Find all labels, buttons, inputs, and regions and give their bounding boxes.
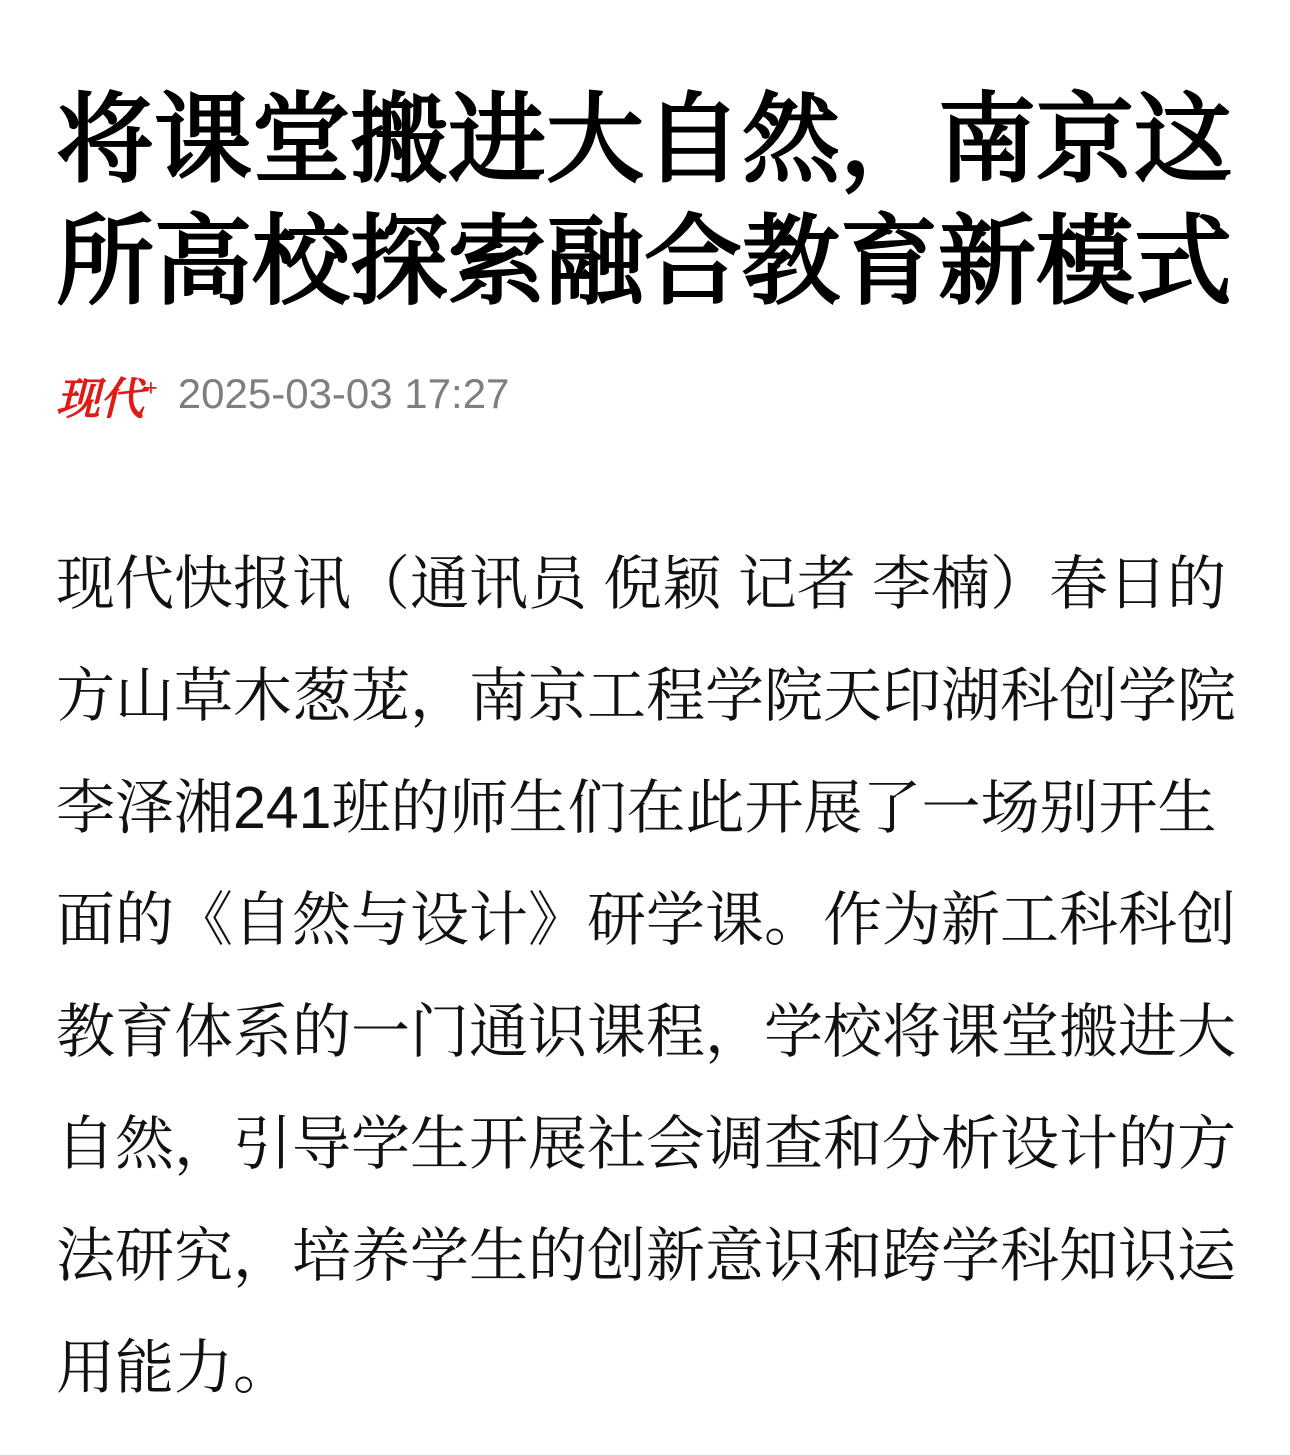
body-line: 法研究，培养学生的创新意识和跨学科知识运 (56, 1223, 1237, 1289)
body-line: 自然，引导学生开展社会调查和分析设计的方 (56, 1111, 1237, 1177)
article-title (56, 78, 1234, 322)
xiandai-plus-logo[interactable] (56, 361, 158, 428)
body-line: 教育体系的一门通识课程，学校将课堂搬进大 (56, 999, 1237, 1065)
logo-text: 现代 (56, 374, 144, 424)
title-line-1: 将课堂搬进大自然，南京这 (56, 84, 1233, 194)
article-page (0, 78, 1290, 1455)
logo-plus-mark: + (144, 374, 158, 402)
body-line: 面的《自然与设计》研学课。作为新工科科创 (56, 887, 1237, 953)
title-line-2: 所高校探索融合教育新模式 (56, 206, 1233, 316)
body-line: 用能力。 (56, 1335, 293, 1401)
body-line: 李泽湘241班的师生们在此开展了一场别开生 (56, 775, 1217, 841)
article-meta (56, 366, 1234, 422)
publish-time: 2025-03-03 17:27 (177, 370, 510, 417)
body-line: 现代快报讯（通讯员 倪颖 记者 李楠）春日的 (56, 551, 1227, 617)
article-body (56, 528, 1237, 1424)
body-line: 方山草木葱茏，南京工程学院天印湖科创学院 (56, 663, 1237, 729)
